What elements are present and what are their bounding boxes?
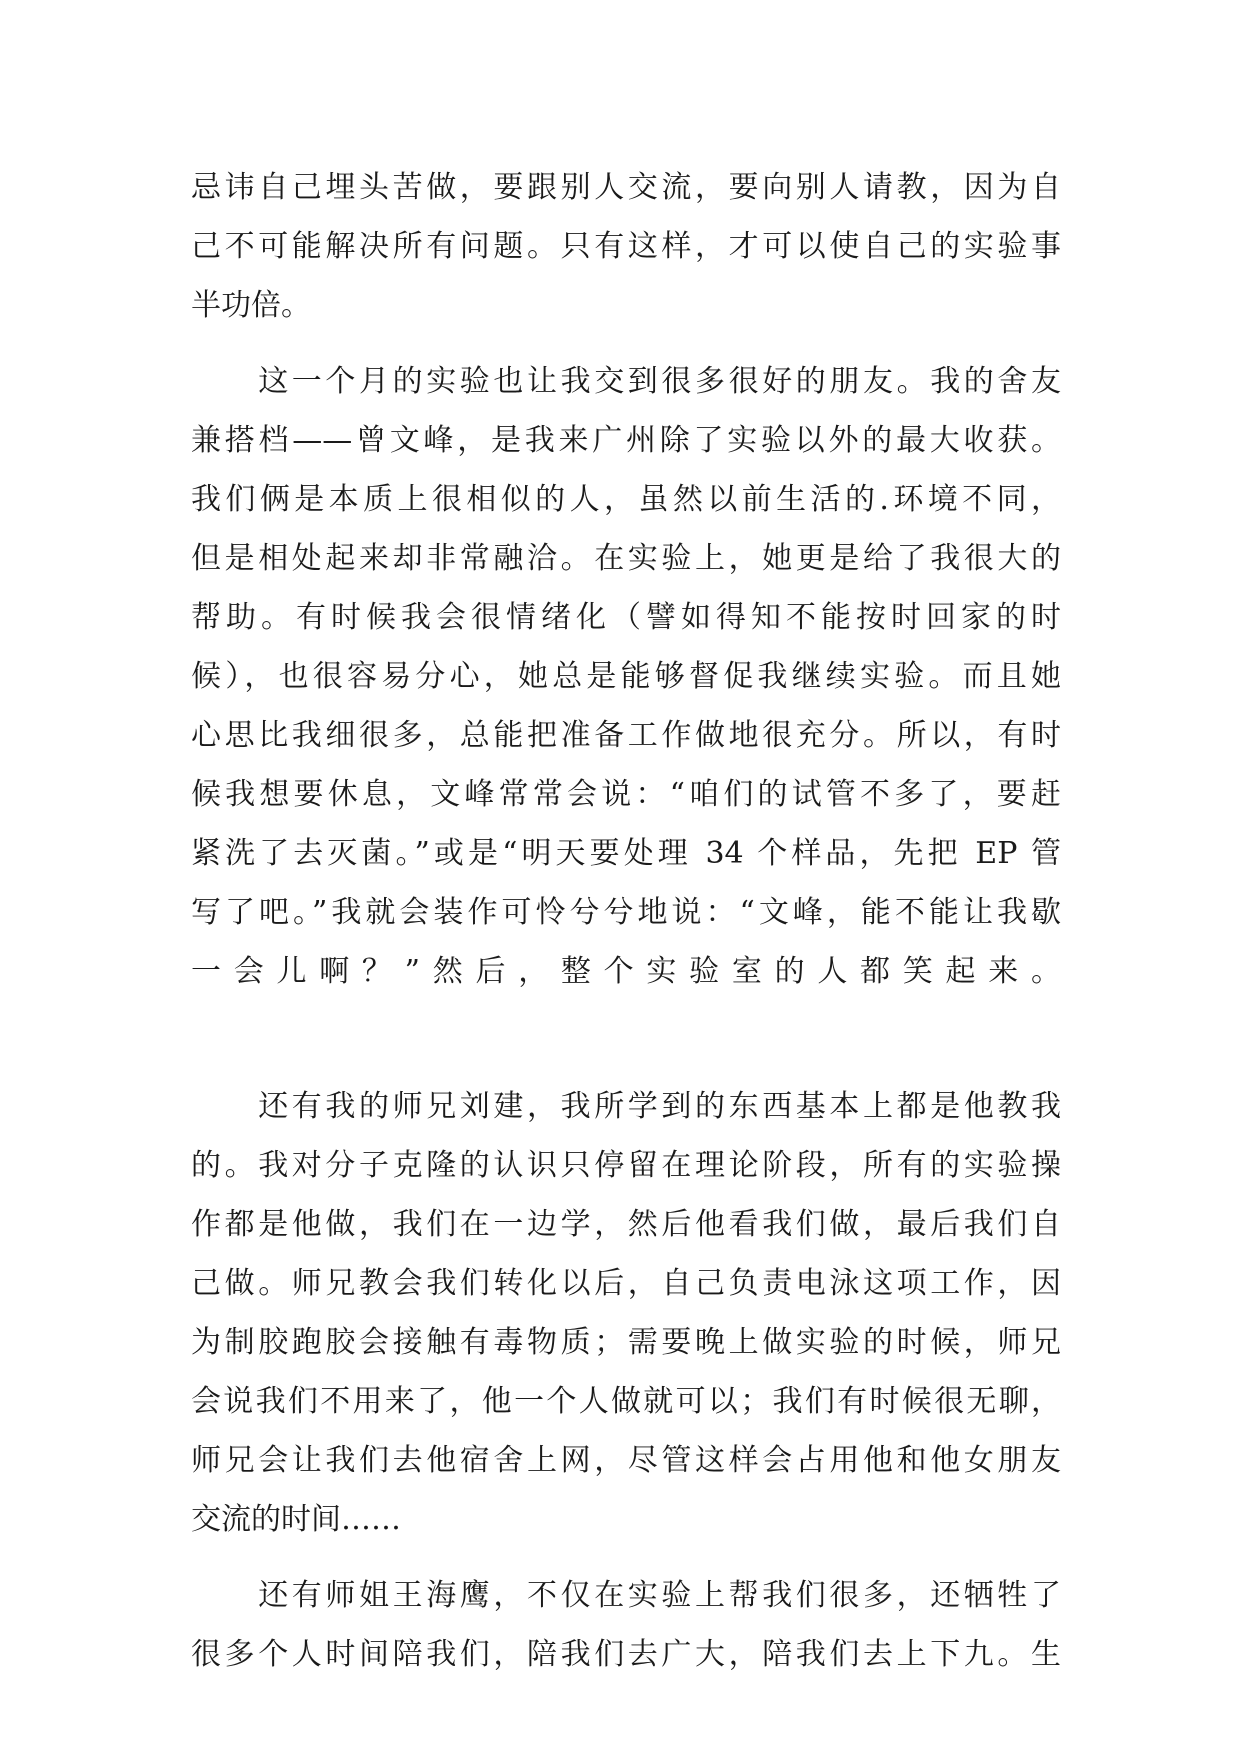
text-line: 我们俩是本质上很相似的人，虽然以前生活的.环境不同， [191, 482, 1061, 517]
text-line: 候我想要休息，文峰常常会说：“咱们的试管不多了，要赶 [191, 777, 1061, 812]
paragraph-4 [191, 1566, 1061, 1684]
text-line: 一会儿啊？”然后，整个实验室的人都笑起来。 [191, 954, 1061, 989]
text-line: 心思比我细很多，总能把准备工作做地很充分。所以，有时 [191, 718, 1061, 753]
text-line: 会说我们不用来了，他一个人做就可以；我们有时候很无聊， [191, 1384, 1061, 1419]
text-line: 兼搭档——曾文峰，是我来广州除了实验以外的最大收获。 [191, 423, 1061, 458]
text-line: 很多个人时间陪我们，陪我们去广大，陪我们去上下九。生 [191, 1637, 1061, 1672]
paragraph-3 [191, 1077, 1061, 1549]
text-line: 帮助。有时候我会很情绪化（譬如得知不能按时回家的时 [191, 600, 1061, 635]
text-line: 忌讳自己埋头苦做，要跟别人交流，要向别人请教，因为自 [191, 170, 1061, 205]
text-line: 为制胶跑胶会接触有毒物质；需要晚上做实验的时候，师兄 [191, 1325, 1061, 1360]
body-text [191, 158, 1061, 1684]
text-line: 这一个月的实验也让我交到很多很好的朋友。我的舍友 [191, 364, 1061, 399]
text-line: 己做。师兄教会我们转化以后，自己负责电泳这项工作，因 [191, 1266, 1061, 1301]
text-line: 交流的时间…… [191, 1502, 401, 1537]
text-line: 还有我的师兄刘建，我所学到的东西基本上都是他教我 [191, 1089, 1061, 1124]
text-line: 写了吧。”我就会装作可怜兮兮地说：“文峰，能不能让我歇 [191, 895, 1061, 930]
paragraph-1 [191, 158, 1061, 335]
text-line: 师兄会让我们去他宿舍上网，尽管这样会占用他和他女朋友 [191, 1443, 1061, 1478]
text-line: 作都是他做，我们在一边学，然后他看我们做，最后我们自 [191, 1207, 1061, 1242]
text-line: 候），也很容易分心，她总是能够督促我继续实验。而且她 [191, 659, 1061, 694]
text-line [191, 1001, 1061, 1060]
text-line: 还有师姐王海鹰，不仅在实验上帮我们很多，还牺牲了 [191, 1578, 1061, 1613]
text-line: 半功倍。 [191, 288, 311, 323]
text-line: 的。我对分子克隆的认识只停留在理论阶段，所有的实验操 [191, 1148, 1061, 1183]
text-line: 己不可能解决所有问题。只有这样，才可以使自己的实验事 [191, 229, 1061, 264]
text-line: 但是相处起来却非常融洽。在实验上，她更是给了我很大的 [191, 541, 1061, 576]
text-line: 紧洗了去灭菌。”或是“明天要处理 34 个样品，先把 EP 管 [191, 836, 1061, 871]
paragraph-2 [191, 352, 1061, 1060]
